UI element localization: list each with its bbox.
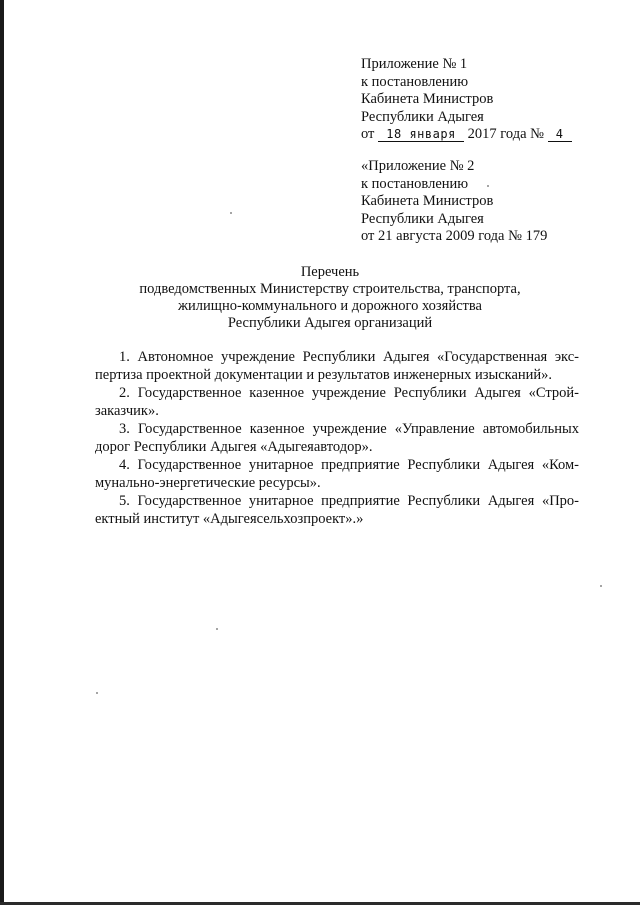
title-line-1: Перечень bbox=[300, 264, 360, 280]
list-item-line: 1. Автономное учреждение Республики Адыгея «Государственная экс- bbox=[119, 349, 579, 365]
appendix-1-line4: Республики Адыгея bbox=[361, 108, 484, 125]
title-line-3: жилищно-коммунального и дорожного хозяйства bbox=[178, 298, 482, 314]
list-item-line: 4. Государственное унитарное предприятие Республики Адыгея «Ком- bbox=[119, 457, 579, 473]
scan-edge-left bbox=[0, 0, 4, 905]
appendix-1-date-line bbox=[361, 126, 621, 144]
scan-speck bbox=[600, 585, 602, 587]
appendix-1-title: Приложение № 1 bbox=[361, 56, 468, 72]
list-item-line: 2. Государственное казенное учреждение Республики Адыгея «Строй- bbox=[119, 385, 579, 401]
appendix-1-line2: к постановлению bbox=[361, 73, 469, 90]
date-prefix: от bbox=[361, 126, 375, 142]
scan-speck bbox=[487, 185, 489, 187]
appendix-2-line4: Республики Адыгея bbox=[361, 210, 484, 227]
list-item bbox=[95, 457, 579, 492]
list-item-line: заказчик». bbox=[95, 402, 159, 419]
appendix-1-line3: Кабинета Министров bbox=[361, 91, 494, 107]
list-item-line: мунально-энергетические ресурсы». bbox=[95, 474, 321, 491]
appendix-2-line5: от 21 августа 2009 года № 179 bbox=[361, 228, 548, 244]
title-line-4: Республики Адыгея организаций bbox=[227, 315, 433, 331]
list-item bbox=[95, 493, 579, 528]
list-item-line: 3. Государственное казенное учреждение «Управление автомобильных bbox=[119, 421, 579, 437]
list-item-line: дорог Республики Адыгея «Адыгеяавтодор». bbox=[95, 438, 373, 455]
list-item bbox=[95, 421, 579, 456]
list-item bbox=[95, 349, 579, 384]
list-item-line: ектный институт «Адыгеясельхозпроект».» bbox=[95, 510, 364, 527]
document-title bbox=[100, 264, 560, 332]
list-item bbox=[95, 385, 579, 420]
handwritten-date: 18 января bbox=[378, 128, 464, 142]
date-year: 2017 года № bbox=[467, 126, 544, 142]
handwritten-number: 4 bbox=[548, 128, 572, 142]
list-item-line: 5. Государственное унитарное предприятие Республики Адыгея «Про- bbox=[119, 493, 579, 509]
scan-speck bbox=[96, 692, 98, 694]
list-item-line: пертиза проектной документации и результатов инженерных изысканий». bbox=[95, 366, 553, 383]
scan-speck bbox=[230, 212, 232, 214]
organization-list bbox=[95, 349, 579, 529]
appendix-1-header bbox=[361, 56, 621, 144]
scan-speck bbox=[216, 628, 218, 630]
appendix-2-line3: Кабинета Министров bbox=[361, 193, 494, 209]
appendix-2-line2: к постановлению bbox=[361, 175, 469, 192]
appendix-2-title: «Приложение № 2 bbox=[361, 158, 475, 174]
title-line-2: подведомственных Министерству строительства, транспорта, bbox=[139, 281, 521, 297]
appendix-2-header bbox=[361, 158, 621, 246]
